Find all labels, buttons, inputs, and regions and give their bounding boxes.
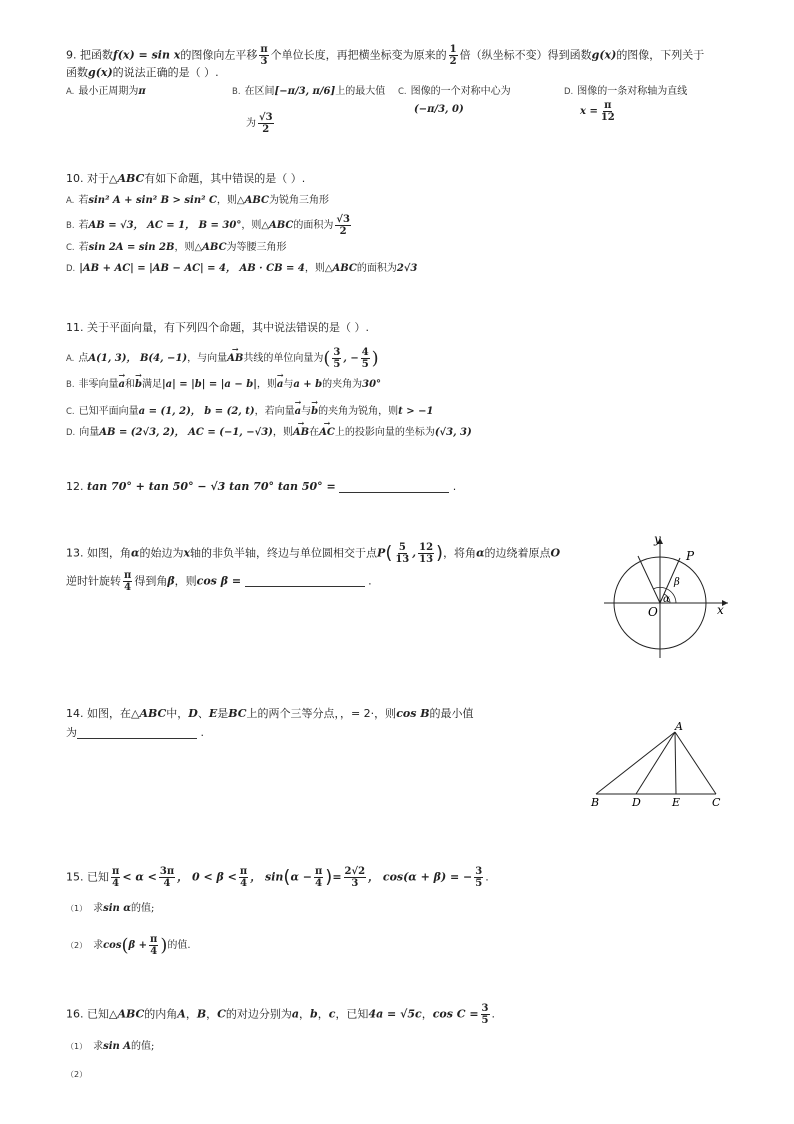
q9-option-b[interactable]: B. 在区间[−π/3, π/6]上的最大值 <box>232 86 386 97</box>
q10-option-b[interactable]: B. 若AB = √3， AC = 1， B = 30°，则△ABC的面积为 $\frac{√3}{2}$ <box>66 214 350 237</box>
q12-stem: 12. tan 70° + tan 50° − √3 tan 70° tan 50° = . <box>66 480 457 493</box>
q10-stem: 10. 对于△ABC有如下命题，其中错误的是（ ）. <box>66 172 306 185</box>
q11-option-c[interactable]: C. 已知平面向量a = (1, 2)， b = (2, t)，若向量→ a与→ b的夹角为锐角，则t > −1 <box>66 405 433 419</box>
q11-option-b[interactable]: B. 非零向量→ a和→ b满足|a| = |b| = |a − b|，则→ a与a + b的夹角为30° <box>66 378 381 392</box>
q14-stem-line2: 为 . <box>66 726 204 739</box>
q13-unit-circle-figure <box>596 530 736 660</box>
q9-option-a[interactable]: A. 最小正周期为π <box>66 86 146 97</box>
q14-triangle-figure <box>586 718 726 810</box>
q14-answer-blank[interactable] <box>77 728 197 739</box>
fig-origin-label: O <box>648 605 658 619</box>
fig-point-p-label: P <box>686 549 695 563</box>
q11-stem: 11. 关于平面向量，有下列四个命题，其中说法错误的是（ ）. <box>66 321 369 334</box>
q9-option-b-value: 为 $\frac{√3}{2}$ <box>246 112 273 135</box>
fig-point-e: E <box>672 796 681 809</box>
q15-stem: 15. 已知 $\frac{\pi}{4}$ < α < $\frac{3\pi}{4}$ ， 0 < β < $\frac{\pi}{4}$ ， sin(α − $\frac{\pi}{4}$ )= $\frac{2√2}{3}$ ， cos(α + β) = − $\frac{3}{5}$ . <box>66 866 489 889</box>
fig-x-label: x <box>717 603 724 617</box>
q10-option-c[interactable]: C. 若sin 2A = sin 2B，则△ABC为等腰三角形 <box>66 242 287 253</box>
side-ac <box>675 732 716 794</box>
fig-point-d: D <box>632 796 641 809</box>
side-ab <box>596 732 675 794</box>
q15-subquestion-2: （2） 求cos(β + $\frac{\pi}{4}$ )的值. <box>66 934 191 957</box>
q9-option-d-eq: x = $\frac{\pi}{12}$ <box>580 100 615 123</box>
q9-option-d[interactable]: D. 图像的一条对称轴为直线 <box>564 86 688 97</box>
q9-option-c[interactable]: C. 图像的一个对称中心为 <box>398 86 511 97</box>
q9-stem-line2: 函数g(x)的说法正确的是（ ）. <box>66 66 219 79</box>
q10-option-a[interactable]: A. 若sin² A + sin² B > sin² C，则△ABC为锐角三角形 <box>66 195 329 206</box>
fig-y-label: y <box>654 532 661 546</box>
segment-ad <box>636 732 675 794</box>
q16-subquestion-2: （2） <box>66 1070 88 1079</box>
q13-stem-line2: 逆时针旋转 $\frac{\pi}{4}$ 得到角β，则cos β = . <box>66 570 372 593</box>
q11-option-d[interactable]: D. 向量AB = (2√3, 2)， AC = (−1, −√3)，则→ AB在→ AC上的投影向量的坐标为(√3, 3) <box>66 426 472 440</box>
fig-beta-label: β <box>674 577 680 588</box>
q16-subquestion-1: （1） 求sin A的值; <box>66 1041 155 1052</box>
q13-answer-blank[interactable] <box>245 576 365 587</box>
fig-vertex-c: C <box>712 796 721 809</box>
q12-answer-blank[interactable] <box>339 482 449 493</box>
fig-alpha-label: α <box>663 594 670 605</box>
q11-option-a[interactable]: A. 点A(1, 3)， B(4, −1)，与向量→ AB共线的单位向量为( $\frac{3}{5}$ , − $\frac{4}{5}$ ) <box>66 347 379 370</box>
q15-subquestion-1: （1） 求sin α的值; <box>66 903 155 914</box>
q9-stem-line1: 9. 把函数f(x) = sin x的图像向左平移 $\frac{\pi}{3}$ 个单位长度，再把横坐标变为原来的 $\frac{1}{2}$ 倍（纵坐标不变）得到函数g(x)的图像，下列关于 <box>66 44 705 67</box>
q16-stem: 16. 已知△ABC的内角A，B，C的对边分别为a，b，c，已知4a = √5c，cos C = $\frac{3}{5}$ . <box>66 1003 496 1026</box>
q14-stem-line1: 14. 如图，在△ABC中，D、E是BC上的两个三等分点，，= 2·，则cos B的最小值 <box>66 707 474 720</box>
q10-option-d[interactable]: D. |AB + AC| = |AB − AC| = 4， AB · CB = 4，则△ABC的面积为2√3 <box>66 263 418 274</box>
q13-stem-line1: 13. 如图，角α的始边为x轴的非负半轴，终边与单位圆相交于点P( $\frac{5}{13}$ , $\frac{12}{13}$ )，将角α的边绕着原点O <box>66 542 561 565</box>
q9-option-c-point: (−π/3, 0) <box>414 104 464 115</box>
fig-vertex-b: B <box>591 796 600 809</box>
terminal-side-beta <box>638 556 660 603</box>
fig-vertex-a: A <box>675 720 683 733</box>
segment-ae <box>675 732 676 794</box>
